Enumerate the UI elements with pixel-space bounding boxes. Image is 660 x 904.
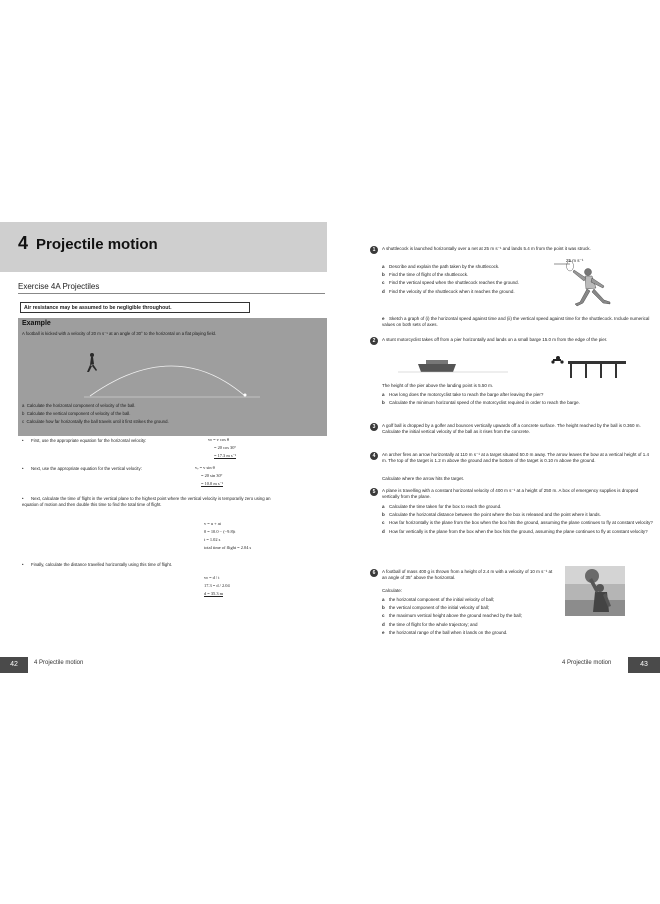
solution-step-1: • First, use the appropriate equation for the horizontal velocity: bbox=[22, 438, 147, 443]
question-2-extra: The height of the pier above the landing point is 5.50 m. bbox=[382, 383, 494, 388]
question-number-3: 3 bbox=[370, 423, 378, 431]
question-6-text: A football of mass 400 g is thrown from a height of 2.4 m with a velocity of 10 m s⁻¹ at an angle of 35° above the horizontal. bbox=[382, 569, 553, 581]
ball-icon bbox=[244, 394, 247, 397]
page-number-left: 42 bbox=[0, 657, 28, 673]
solution-step-4: • Finally, calculate the distance travelled horizontally using this time of flight. bbox=[22, 562, 173, 567]
example-parts bbox=[22, 402, 317, 426]
question-2-parts: a How long does the motorcyclist take to reach the barge after leaving the pier? b Calculate the minimum horizontal speed of the motorcyclist required in order to reach the barge. bbox=[382, 392, 580, 406]
question-1-text: A shuttlecock is launched horizontally over a net at 25 m s⁻¹ and lands 5.4 m from the point it was struck. bbox=[382, 246, 591, 251]
question-number-6: 6 bbox=[370, 569, 378, 577]
badminton-player-figure bbox=[552, 256, 632, 318]
question-number-2: 2 bbox=[370, 337, 378, 345]
example-heading: Example bbox=[22, 320, 51, 327]
equation-time-of-flight: v = u + at 0 = 10.0 − (−9.8)t t = 1.02 s total time of flight = 2.04 s bbox=[204, 521, 252, 550]
question-1-part-e: e Sketch a graph of (i) the horizontal speed against time and (ii) the vertical speed against time for the shuttlecock. Include numerical values on both sets of axes. bbox=[382, 316, 650, 328]
solution-step-3: • Next, calculate the time of flight in the vertical plane to the highest point where the vertical velocity is temporarily zero using an equation of motion and then double this time to find the total time of flight. bbox=[22, 496, 271, 507]
exercise-title: Exercise 4A Projectiles bbox=[18, 282, 100, 291]
chapter-title-text: Projectile motion bbox=[36, 236, 158, 253]
running-head-left: 4 Projectile motion bbox=[34, 660, 84, 666]
question-2-text: A stunt motorcyclist takes off from a pier horizontally and lands on a small barge 15.0 m from the edge of the pier. bbox=[382, 337, 608, 342]
barge-icon bbox=[418, 364, 456, 372]
exercise-divider bbox=[18, 293, 325, 294]
question-3-text: A golf ball is dropped by a golfer and bounces vertically upwards off a concrete surface. The height reached by the ball is 0.360 m. Calculate the initial vertical velocity of the ball as it rises from the concrete. bbox=[382, 423, 641, 435]
equation-distance: vₕ = d / t 17.3 = d / 2.04 d = 35.3 m bbox=[204, 575, 230, 596]
example-part-b: b Calculate the vertical component of velocity of the ball. bbox=[22, 411, 131, 416]
running-head-right: 4 Projectile motion bbox=[562, 660, 612, 666]
question-number-1: 1 bbox=[370, 246, 378, 254]
solution-step-2: • Next, use the appropriate equation for the vertical velocity: bbox=[22, 466, 142, 471]
note-box: Air resistance may be assumed to be negligible throughout. bbox=[20, 302, 250, 313]
question-5-parts: a Calculate the time taken for the box to reach the ground. b Calculate the horizontal distance between the point where the box is released and the point where it lands. c How far horizontally is the plane from the box when the box hits the ground, assuming the plane continues to fly at constant velocity? d How far vertically is the plane from the box when the box hits the ground, assuming the plane continues to fly at constant velocity? bbox=[382, 504, 653, 534]
question-6-parts: a the horizontal component of the initial velocity of ball; b the vertical component of the initial velocity of ball; c the maximum vertical height above the ground reached by the ball; d the time of flight for the whole trajectory; and e the horizontal range of the ball when it lands on the ground. bbox=[382, 597, 522, 635]
motorcyclist-icon bbox=[551, 356, 563, 364]
equation-vertical-velocity: vᵥ = v sin θ = 20 sin 30° = 10.0 m s⁻¹ bbox=[195, 465, 224, 486]
question-4-text: An archer fires an arrow horizontally at 110 m s⁻¹ at a target situated 50.0 m away. The arrow leaves the bow at a vertical height of 1.4 m. The top of the target is 1.2 m above the ground and the bottom of the target is 0.10 m above the ground. bbox=[382, 452, 650, 464]
right-page bbox=[330, 0, 660, 904]
example-text: A football is kicked with a velocity of 20 m s⁻¹ at an angle of 30° to the horizontal on a flat playing field. bbox=[22, 331, 217, 336]
football-trajectory-figure bbox=[80, 350, 270, 402]
badminton-player-icon bbox=[567, 261, 611, 306]
chapter-number: 4 bbox=[18, 233, 29, 253]
question-6-extra: Calculate: bbox=[382, 588, 403, 593]
question-number-5: 5 bbox=[370, 488, 378, 496]
motorcycle-pier-figure bbox=[398, 353, 630, 381]
example-part-a: a Calculate the horizontal component of velocity of the ball. bbox=[22, 403, 136, 408]
example-part-c: c Calculate how far horizontally the ball travels until it first strikes the ground. bbox=[22, 419, 169, 424]
shuttle-speed-label: 25 m s⁻¹ bbox=[566, 258, 584, 263]
chapter-title bbox=[18, 233, 158, 254]
question-4-extra: Calculate where the arrow hits the target. bbox=[382, 476, 465, 481]
question-number-4: 4 bbox=[370, 452, 378, 460]
trajectory-curve bbox=[90, 366, 245, 396]
player-icon bbox=[87, 353, 97, 372]
page-number-right: 43 bbox=[628, 657, 660, 673]
pier-icon bbox=[568, 361, 626, 364]
football-thrower-photo bbox=[565, 566, 625, 616]
question-5-text: A plane is travelling with a constant horizontal velocity of 400 m s⁻¹ at a height of 250 m. A box of emergency supplies is dropped vertically from the plane. bbox=[382, 488, 639, 500]
question-1-parts: a Describe and explain the path taken by the shuttlecock. b Find the time of flight of the shuttlecock. c Find the vertical speed when the shuttlecock reaches the ground. d Find the velocity of the shuttlecock when it reaches the ground. bbox=[382, 264, 519, 294]
equation-horizontal-velocity: vₕ = v cos θ = 20 cos 30° = 17.3 m s⁻¹ bbox=[208, 437, 237, 458]
